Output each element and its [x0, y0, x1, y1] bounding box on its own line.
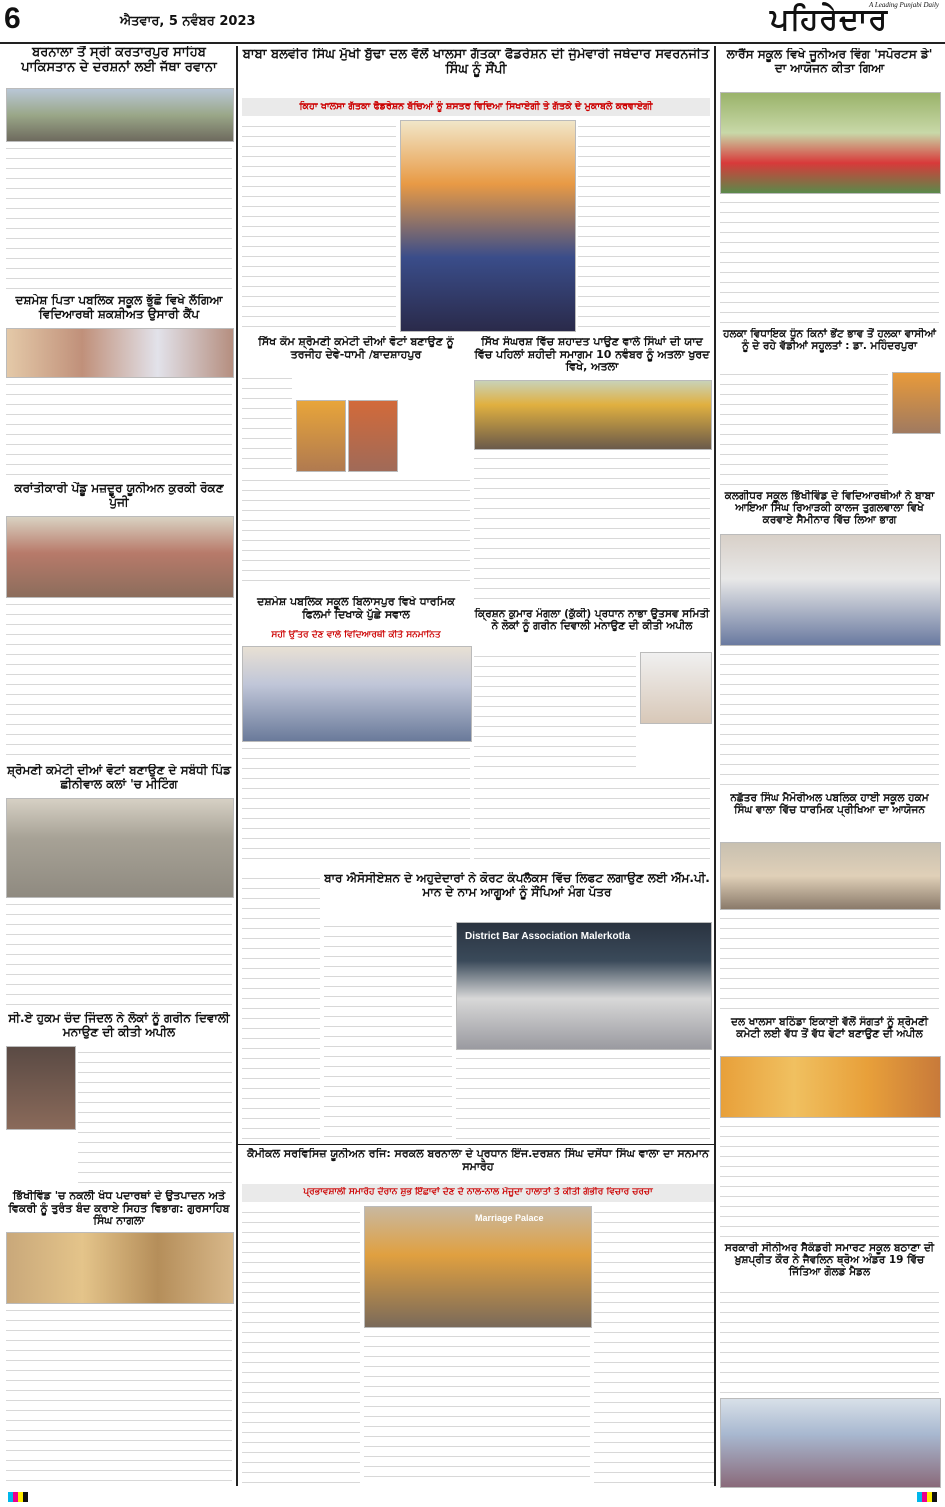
- article-headline: ਸ਼੍ਰੋਮਣੀ ਕਮੇਟੀ ਦੀਆਂ ਵੋਟਾਂ ਬਣਾਉਣ ਦੇ ਸਬੰਧੀ ਪਿੰਡ ਛੀਨੀਵਾਲ ਕਲਾਂ 'ਚ ਮੀਟਿੰਗ: [7, 764, 231, 791]
- article-headline: ਹਲਕਾ ਵਿਧਾਇਕ ਧੁੰਨ ਕਿਨਾਂ ਭੇਂਟ ਭਾਵ ਤੋਂ ਹਲਕਾ ਵਾਸੀਆਂ ਨੂੰ ਦੇ ਰਹੇ ਵੱਡੀਆਂ ਸਹੂਲਤਾਂ : ਡਾ. ਮਹਿੰਦਰਪੁਰਾ: [723, 328, 936, 353]
- article-headline: ਸਿੱਖ ਕੌਮ ਸ਼੍ਰੋਮਣੀ ਕਮੇਟੀ ਦੀਆਂ ਵੋਟਾਂ ਬਣਾਉਣ ਨੂੰ ਤਰਜੀਹ ਦੇਵੇ-ਧਾਮੀ /ਬਾਦਸ਼ਾਹਪੁਰ: [258, 336, 454, 361]
- issue-date: ਐਤਵਾਰ, 5 ਨਵੰਬਰ 2023: [120, 14, 256, 29]
- section-rule: [236, 1144, 714, 1145]
- article-photo: [6, 328, 234, 378]
- article-body: [324, 920, 452, 1140]
- article-photo: [6, 88, 234, 142]
- article-headline: ਕੈਮੀਕਲ ਸਰਵਿਸਿਜ਼ ਯੂਨੀਅਨ ਰਜਿ: ਸਰਕਲ ਬਰਨਾਲਾ ਦੇ ਪ੍ਰਧਾਨ ਇੰਜ.ਦਰਸ਼ਨ ਸਿੰਘ ਦਸੌਂਧਾ ਸਿੰਘ ਵਾਲਾ ਦਾ ਸਨਮਾਨ ਸਮਾਰੋਹ: [247, 1148, 709, 1173]
- masthead-tagline: A Leading Punjabi Daily: [868, 1, 939, 9]
- article-body: [6, 378, 232, 478]
- article-headline: ਸੀ.ਏ ਹੁਕਮ ਚੰਦ ਜਿੰਦਲ ਨੇ ਲੋਕਾਂ ਨੂੰ ਗਰੀਨ ਦਿਵਾਲੀ ਮਨਾਉਣ ਦੀ ਕੀਤੀ ਅਪੀਲ: [8, 1012, 230, 1039]
- article-headline: ਬਾਬਾ ਬਲਵੀਰ ਸਿੰਘ ਮੁੱਖੀ ਬੁੱਢਾ ਦਲ ਵੱਲੋਂ ਖਾਲਸਾ ਗੱਤਕਾ ਫੈਡਰੇਸ਼ਨ ਦੀ ਜੁੰਮੇਵਾਰੀ ਜਥੇਦਾਰ ਸਵਰਨਜੀਤ ਸਿੰਘ ਨੂੰ ਸੌਂਪੀ: [242, 48, 710, 77]
- page-number: 6: [4, 2, 21, 35]
- article-headline: ਬਾਰ ਐਸੋਸੀਏਸ਼ਨ ਦੇ ਅਹੁਦੇਦਾਰਾਂ ਨੇ ਕੋਰਟ ਕੰਪਲੈਕਸ ਵਿੱਚ ਲਿਫਟ ਲਗਾਉਣ ਲਈ ਐੱਮ.ਪੀ. ਮਾਨ ਦੇ ਨਾਮ ਆਗੂਆਂ ਨੂੰ ਸੌਂਪਿਆਂ ਮੰਗ ਪੱਤਰ: [324, 872, 710, 899]
- column-rule: [714, 46, 716, 1486]
- article-body: [720, 1286, 939, 1394]
- article-headline: ਸਿੱਖ ਸੰਘਰਸ਼ ਵਿੱਚ ਸ਼ਹਾਦਤ ਪਾਉਣ ਵਾਲੇ ਸਿੰਘਾਂ ਦੀ ਯਾਦ ਵਿੱਚ ਪਹਿਲਾਂ ਸ਼ਹੀਦੀ ਸਮਾਗਮ 10 ਨਵੰਬਰ ਨੂੰ ਅਤਲਾ ਖੁਰਦ ਵਿਖੇ, ਅਤਲਾ: [474, 336, 710, 374]
- article-body: [6, 1304, 232, 1484]
- article-headline: ਦਸ਼ਮੇਸ਼ ਪਬਲਿਕ ਸਕੂਲ ਬਿਲਾਸਪੁਰ ਵਿਖੇ ਧਾਰਮਿਕ ਫਿਲਮਾਂ ਦਿਖਾਕੇ ਪੁੱਛੇ ਸਵਾਲ: [257, 596, 455, 621]
- portrait-photo: [348, 400, 398, 472]
- article-body: [364, 1330, 590, 1486]
- article-headline: ਕਰਾਂਤੀਕਾਰੀ ਪੇਂਡੂ ਮਜ਼ਦੂਰ ਯੂਨੀਅਨ ਕੁਰਕੀ ਰੋਕਣ ਪੁੱਜੀ: [14, 482, 224, 509]
- article-photo: [400, 120, 576, 332]
- article-photo: [364, 1206, 592, 1328]
- article-body: [474, 452, 710, 602]
- article-headline: ਲਾਰੈਂਸ ਸਕੂਲ ਵਿਖੇ ਜੂਨੀਅਰ ਵਿੰਗ 'ਸਪੋਰਟਸ ਡੇ' ਦਾ ਆਯੋਜਨ ਕੀਤਾ ਗਿਆ: [726, 48, 933, 75]
- article-photo: [6, 1232, 234, 1304]
- article-photo: [720, 1056, 941, 1118]
- article-body: [720, 648, 939, 788]
- article-body: [720, 912, 939, 1012]
- article-body: [474, 650, 636, 770]
- portrait-photo: [296, 400, 346, 472]
- article-photo: [720, 534, 941, 646]
- article-body: [242, 1206, 360, 1486]
- article-body: [456, 1052, 710, 1140]
- article-headline: ਨਛੱਤਰ ਸਿੰਘ ਮੈਮੋਰੀਅਲ ਪਬਲਿਕ ਹਾਈ ਸਕੂਲ ਹਕਮ ਸਿੰਘ ਵਾਲਾ ਵਿੱਚ ਧਾਰਮਿਕ ਪ੍ਰੀਖਿਆ ਦਾ ਆਯੋਜਨ: [730, 792, 929, 817]
- portrait-photo: [640, 652, 712, 724]
- article-body: [242, 872, 320, 1140]
- article-photo: [720, 92, 941, 194]
- article-photo: [720, 842, 941, 910]
- article-subhead: ਪ੍ਰਭਾਵਸ਼ਾਲੀ ਸਮਾਰੋਹ ਦੌਰਾਨ ਸ਼ੁਭ ਇੱਛਾਵਾਂ ਦੇਣ ਦੇ ਨਾਲ-ਨਾਲ ਮੌਜੂਦਾ ਹਾਲਾਤਾਂ ਤੇ ਕੀਤੀ ਗੰਭੀਰ ਵਿਚਾਰ ਚਰਚਾ: [303, 1187, 653, 1197]
- article-photo: [720, 1398, 941, 1488]
- article-headline: ਕਲਗੀਧਰ ਸਕੂਲ ਭਿੱਖੀਵਿੰਡ ਦੇ ਵਿਦਿਆਰਥੀਆਂ ਨੇ ਬਾਬਾ ਆਇਆ ਸਿੰਘ ਰਿਆੜਕੀ ਕਾਲਜ ਤੁਗਲਵਾਲਾ ਵਿਖੇ ਕਰਵਾਏ ਸੈਮੀਨਾਰ ਵਿੱਚ ਲਿਆ ਭਾਗ: [724, 490, 935, 527]
- article-body: [594, 1206, 714, 1486]
- article-headline: ਭਿੱਖੀਵਿੰਡ 'ਚ ਨਕਲੀ ਖੰਧ ਪਦਾਰਥਾਂ ਦੇ ਉਤਪਾਦਨ ਅਤੇ ਵਿਕਰੀ ਨੂੰ ਤੁਰੰਤ ਬੰਦ ਕਰਾਏ ਸਿਹਤ ਵਿਭਾਗ: ਗੁਰਸਾਹਿਬ ਸਿੰਘ ਨਾਗਲਾ: [8, 1190, 230, 1228]
- page-header: [0, 0, 945, 44]
- article-body: [6, 898, 232, 1008]
- portrait-photo: [6, 1046, 76, 1130]
- article-photo: [6, 516, 234, 598]
- article-subhead: ਸਹੀ ਉੱਤਰ ਦੇਣ ਵਾਲੇ ਵਿਦਿਆਰਥੀ ਕੀਤੇ ਸਨਮਾਨਿਤ: [271, 630, 441, 640]
- article-body: [474, 772, 710, 868]
- portrait-photo: [892, 372, 941, 434]
- column-rule: [236, 46, 238, 1486]
- article-headline: ਬਰਨਾਲਾ ਤੋਂ ਸ੍ਰੀ ਕਰਤਾਰਪੁਰ ਸਾਹਿਬ ਪਾਕਿਸਤਾਨ ਦੇ ਦਰਸ਼ਨਾਂ ਲਈ ਜੱਥਾ ਰਵਾਨਾ: [21, 46, 217, 75]
- article-headline: ਦਲ ਖਾਲਸਾ ਬਠਿੰਡਾ ਇਕਾਈ ਵੱਲੋਂ ਸੰਗਤਾਂ ਨੂੰ ਸ਼੍ਰੋਮਣੀ ਕਮੇਟੀ ਲਈ ਵੱਧ ਤੋਂ ਵੱਧ ਵੋਟਾਂ ਬਣਾਉਣ ਦੀ ਅਪੀਲ: [731, 1016, 928, 1041]
- article-body: [78, 1046, 232, 1184]
- article-photo: [474, 380, 712, 450]
- article-photo: [456, 922, 712, 1050]
- article-body: [6, 142, 232, 292]
- article-body: [720, 196, 939, 324]
- article-body: [6, 598, 232, 760]
- article-body: [242, 742, 470, 868]
- registration-mark: [917, 1492, 937, 1502]
- banner-text: Marriage Palace: [475, 1213, 544, 1223]
- article-body: [720, 1120, 939, 1238]
- article-headline: ਸਰਕਾਰੀ ਸੀਨੀਅਰ ਸੈਕੰਡਰੀ ਸਮਾਰਟ ਸਕੂਲ ਬਠਾਣਾ ਦੀ ਖ਼ੁਸ਼ਪ੍ਰੀਤ ਕੌਰ ਨੇ ਜੈਵਲਿਨ ਥ੍ਰੋਅ ਅੰਡਰ 19 ਵਿੱਚ ਜਿੱਤਿਆ ਗੋਲਡ ਮੈਡਲ: [724, 1242, 935, 1279]
- banner-text: District Bar Association Malerkotla: [465, 931, 631, 942]
- article-headline: ਕ੍ਰਿਸ਼ਨ ਕੁਮਾਰ ਮੰਗਲਾ (ਕੁੱਕੀ) ਪ੍ਰਧਾਨ ਨਾਭਾ ਉਤਸਵ ਸਮਿਤੀ ਨੇ ਲੋਕਾਂ ਨੂੰ ਗਰੀਨ ਦਿਵਾਲੀ ਮਨਾਉਣ ਦੀ ਕੀਤੀ ਅਪੀਲ: [474, 608, 710, 633]
- article-photo: [242, 646, 472, 742]
- article-subhead: ਕਿਹਾ ਖਾਲਸਾ ਗੱਤਕਾ ਫੈਡਰੇਸ਼ਨ ਬੱਚਿਆਂ ਨੂੰ ਸ਼ਸਤਰ ਵਿਦਿਆ ਸਿਖਾਏਗੀ ਤੇ ਗੱਤਕੇ ਦੇ ਮੁਕਾਬਲੇ ਕਰਵਾਏਗੀ: [299, 101, 653, 112]
- article-body: [720, 368, 888, 486]
- article-headline: ਦਸ਼ਮੇਸ਼ ਪਿਤਾ ਪਬਲਿਕ ਸਕੂਲ ਭੁੱਛੋ ਵਿਖੇ ਲੱਗਿਆ ਵਿਦਿਆਰਥੀ ਸ਼ਕਸ਼ੀਅਤ ਉਸਾਰੀ ਕੈਂਪ: [15, 294, 223, 321]
- article-body: [578, 120, 710, 330]
- registration-mark: [8, 1492, 28, 1502]
- article-body: [242, 474, 470, 590]
- article-photo: [6, 798, 234, 898]
- article-body: [242, 120, 396, 330]
- masthead-logo: ਪਹਿਰੇਦਾਰ: [770, 2, 889, 37]
